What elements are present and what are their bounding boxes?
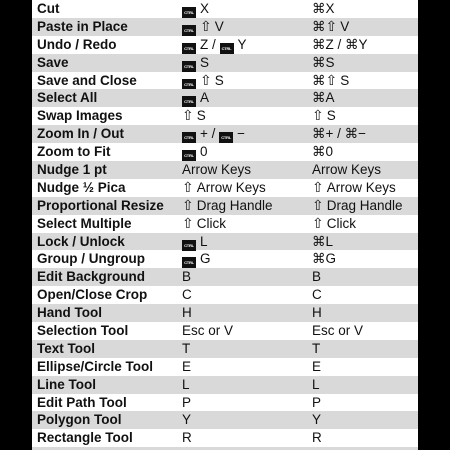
shortcut-text: S xyxy=(340,72,350,88)
shortcut-text: Drag Handle xyxy=(196,197,273,213)
shortcut-text: V xyxy=(340,18,350,34)
windows-shortcut xyxy=(182,286,192,304)
shortcut-rows xyxy=(32,0,418,450)
windows-shortcut xyxy=(182,376,190,394)
ctrl-key-icon: CTRL xyxy=(182,25,196,36)
ctrl-key-icon: CTRL xyxy=(182,7,196,18)
shift-key-icon: ⇧ xyxy=(312,178,324,195)
shortcut-row-edit-background xyxy=(32,268,418,286)
shortcut-row-undo-redo xyxy=(32,36,418,54)
shortcut-text: Arrow Keys xyxy=(182,162,252,178)
shortcut-row-rectangle-tool xyxy=(32,429,418,447)
shortcut-text: B xyxy=(312,269,322,285)
shortcut-row-lock-unlock xyxy=(32,233,418,251)
shortcut-text: L xyxy=(312,376,320,392)
windows-shortcut xyxy=(182,233,208,251)
mac-shortcut xyxy=(312,89,335,107)
action-label: Nudge ½ Pica xyxy=(37,179,126,195)
action-label: Save xyxy=(37,54,69,70)
shift-key-icon: ⇧ xyxy=(325,71,338,88)
shift-key-icon: ⇧ xyxy=(182,214,194,231)
windows-shortcut xyxy=(182,197,273,215)
shift-key-icon: ⇧ xyxy=(325,17,338,34)
windows-shortcut xyxy=(182,394,191,412)
ctrl-key-icon: CTRL xyxy=(182,150,196,161)
action-label: Zoom In / Out xyxy=(37,126,124,142)
shortcut-text: Arrow Keys xyxy=(312,162,382,178)
shift-key-icon: ⇧ xyxy=(312,107,324,124)
mac-shortcut xyxy=(312,322,363,340)
shortcut-row-group-ungroup xyxy=(32,250,418,268)
ctrl-key-icon: CTRL xyxy=(182,240,196,251)
shift-key-icon: ⇧ xyxy=(200,17,212,34)
shortcut-text: Y xyxy=(312,412,322,428)
windows-shortcut xyxy=(182,72,224,90)
shortcut-text: ⌘+ / ⌘− xyxy=(312,126,367,142)
mac-shortcut xyxy=(312,107,336,125)
ctrl-key-icon: CTRL xyxy=(219,132,233,143)
shortcut-text: ⌘ xyxy=(312,72,326,88)
shortcut-table xyxy=(32,0,418,450)
shortcut-text: ⌘0 xyxy=(312,144,334,160)
action-label: Nudge 1 pt xyxy=(37,162,107,178)
ctrl-key-icon: CTRL xyxy=(220,43,234,54)
shortcut-text: E xyxy=(312,358,322,374)
shift-key-icon: ⇧ xyxy=(312,196,324,213)
shift-key-icon: ⇧ xyxy=(200,71,212,88)
shortcut-row-zoom-to-fit xyxy=(32,143,418,161)
shortcut-row-selection-tool xyxy=(32,322,418,340)
mac-shortcut xyxy=(312,36,368,54)
ctrl-key-icon: CTRL xyxy=(182,132,196,143)
shortcut-text: T xyxy=(312,340,321,356)
shortcut-text: R xyxy=(182,430,192,446)
mac-shortcut xyxy=(312,376,320,394)
action-label: Polygon Tool xyxy=(37,412,122,428)
action-label: Edit Path Tool xyxy=(37,394,127,410)
shortcut-text: X xyxy=(200,1,210,16)
shortcut-text: ⌘L xyxy=(312,233,334,249)
shortcut-text: S xyxy=(326,108,336,124)
mac-shortcut xyxy=(312,358,321,376)
windows-shortcut xyxy=(182,0,209,18)
shortcut-row-nudge-1-pt xyxy=(32,161,418,179)
mac-shortcut xyxy=(312,429,322,447)
windows-shortcut xyxy=(182,340,190,358)
action-label: Edit Background xyxy=(37,269,146,285)
shortcut-row-proportional-resize xyxy=(32,197,418,215)
shortcut-text: C xyxy=(312,287,322,303)
action-label: Rectangle Tool xyxy=(37,430,133,446)
windows-shortcut xyxy=(182,143,208,161)
ctrl-key-icon: CTRL xyxy=(182,61,196,72)
ctrl-key-icon: CTRL xyxy=(182,79,196,90)
shortcut-text: P xyxy=(312,394,322,410)
shortcut-row-polygon-tool xyxy=(32,411,418,429)
action-label: Save and Close xyxy=(37,72,137,88)
shortcut-text: Click xyxy=(326,215,356,231)
windows-shortcut xyxy=(182,411,191,429)
windows-shortcut xyxy=(182,429,192,447)
shortcut-text: Y xyxy=(237,36,247,52)
shortcut-text: E xyxy=(182,358,192,374)
mac-shortcut xyxy=(312,0,335,18)
shortcut-row-swap-images xyxy=(32,107,418,125)
mac-shortcut xyxy=(312,286,322,304)
shortcut-text: S xyxy=(196,108,206,124)
shortcut-text: L xyxy=(200,233,208,249)
windows-shortcut xyxy=(182,125,245,143)
shortcut-text: + / xyxy=(200,126,220,142)
shortcut-text: G xyxy=(200,251,211,267)
windows-shortcut xyxy=(182,54,209,72)
ctrl-key-icon: CTRL xyxy=(182,257,196,268)
action-label: Ellipse/Circle Tool xyxy=(37,358,154,374)
action-label: Zoom to Fit xyxy=(37,144,111,160)
shortcut-row-line-tool xyxy=(32,376,418,394)
shortcut-text: C xyxy=(182,287,192,303)
windows-shortcut xyxy=(182,18,224,36)
shortcut-text: B xyxy=(182,269,192,285)
action-label: Select Multiple xyxy=(37,215,132,231)
mac-shortcut xyxy=(312,340,320,358)
shortcut-text: 0 xyxy=(200,144,208,160)
action-label: Lock / Unlock xyxy=(37,233,125,249)
shortcut-row-save xyxy=(32,54,418,72)
mac-shortcut xyxy=(312,268,321,286)
shortcut-row-zoom-in-out xyxy=(32,125,418,143)
shortcut-text: R xyxy=(312,430,322,446)
mac-shortcut xyxy=(312,304,322,322)
shortcut-text: Z / xyxy=(200,36,220,52)
windows-shortcut xyxy=(182,322,233,340)
shortcut-text: S xyxy=(200,54,210,70)
action-label: Swap Images xyxy=(37,108,123,124)
action-label: Open/Close Crop xyxy=(37,287,148,303)
mac-shortcut xyxy=(312,72,349,90)
shortcut-text: ⌘ xyxy=(312,18,326,34)
shortcut-text: V xyxy=(214,18,224,34)
ctrl-key-icon: CTRL xyxy=(182,43,196,54)
action-label: Cut xyxy=(37,1,60,16)
mac-shortcut xyxy=(312,125,366,143)
shortcut-text: Esc or V xyxy=(182,323,234,339)
windows-shortcut xyxy=(182,215,226,233)
shortcut-text: L xyxy=(182,376,190,392)
windows-shortcut xyxy=(182,358,191,376)
shortcut-text: S xyxy=(214,72,224,88)
shortcut-row-paste-in-place xyxy=(32,18,418,36)
shortcut-text: T xyxy=(182,340,191,356)
action-label: Group / Ungroup xyxy=(37,251,145,267)
shift-key-icon: ⇧ xyxy=(182,196,194,213)
mac-shortcut xyxy=(312,394,321,412)
shortcut-text: ⌘X xyxy=(312,1,335,16)
shortcut-row-text-tool xyxy=(32,340,418,358)
shortcut-text: H xyxy=(182,305,192,321)
windows-shortcut xyxy=(182,268,191,286)
shortcut-text: − xyxy=(237,126,246,142)
shortcut-row-edit-path-tool xyxy=(32,394,418,412)
windows-shortcut xyxy=(182,179,266,197)
mac-shortcut xyxy=(312,215,356,233)
shift-key-icon: ⇧ xyxy=(312,214,324,231)
shortcut-row-nudge-pica xyxy=(32,179,418,197)
ctrl-key-icon: CTRL xyxy=(182,96,196,107)
shortcut-text: H xyxy=(312,305,322,321)
action-label: Hand Tool xyxy=(37,305,102,321)
action-label: Line Tool xyxy=(37,376,96,392)
shortcut-text: Y xyxy=(182,412,192,428)
shortcut-text: A xyxy=(200,90,210,106)
windows-shortcut xyxy=(182,89,209,107)
shortcut-text: Drag Handle xyxy=(326,197,403,213)
shortcut-row-select-all xyxy=(32,89,418,107)
action-label: Text Tool xyxy=(37,340,95,356)
shift-key-icon: ⇧ xyxy=(182,107,194,124)
mac-shortcut xyxy=(312,411,321,429)
shortcut-text: Esc or V xyxy=(312,323,364,339)
shortcut-row-open-close-crop xyxy=(32,286,418,304)
shortcut-text: ⌘S xyxy=(312,54,335,70)
mac-shortcut xyxy=(312,250,336,268)
shortcut-row-cut xyxy=(32,0,418,18)
action-label: Undo / Redo xyxy=(37,36,117,52)
mac-shortcut xyxy=(312,179,396,197)
shortcut-text: Arrow Keys xyxy=(196,179,266,195)
action-label: Paste in Place xyxy=(37,18,128,34)
mac-shortcut xyxy=(312,143,333,161)
shortcut-text: P xyxy=(182,394,192,410)
windows-shortcut xyxy=(182,107,206,125)
shortcut-text: ⌘A xyxy=(312,90,335,106)
mac-shortcut xyxy=(312,18,349,36)
windows-shortcut xyxy=(182,304,192,322)
windows-shortcut xyxy=(182,161,251,179)
action-label: Select All xyxy=(37,90,98,106)
mac-shortcut xyxy=(312,197,403,215)
shortcut-text: ⌘Z / ⌘Y xyxy=(312,36,368,52)
shortcut-row-hand-tool xyxy=(32,304,418,322)
shortcut-text: ⌘G xyxy=(312,251,337,267)
shortcut-row-ellipse-circle-tool xyxy=(32,358,418,376)
action-label: Selection Tool xyxy=(37,323,129,339)
action-label: Proportional Resize xyxy=(37,197,164,213)
shortcut-row-save-and-close xyxy=(32,72,418,90)
mac-shortcut xyxy=(312,161,381,179)
shortcut-row-select-multiple xyxy=(32,215,418,233)
shift-key-icon: ⇧ xyxy=(182,178,194,195)
mac-shortcut xyxy=(312,54,335,72)
windows-shortcut xyxy=(182,250,211,268)
shortcut-text: Click xyxy=(196,215,226,231)
mac-shortcut xyxy=(312,233,333,251)
windows-shortcut xyxy=(182,36,247,54)
shortcut-text: Arrow Keys xyxy=(326,179,396,195)
